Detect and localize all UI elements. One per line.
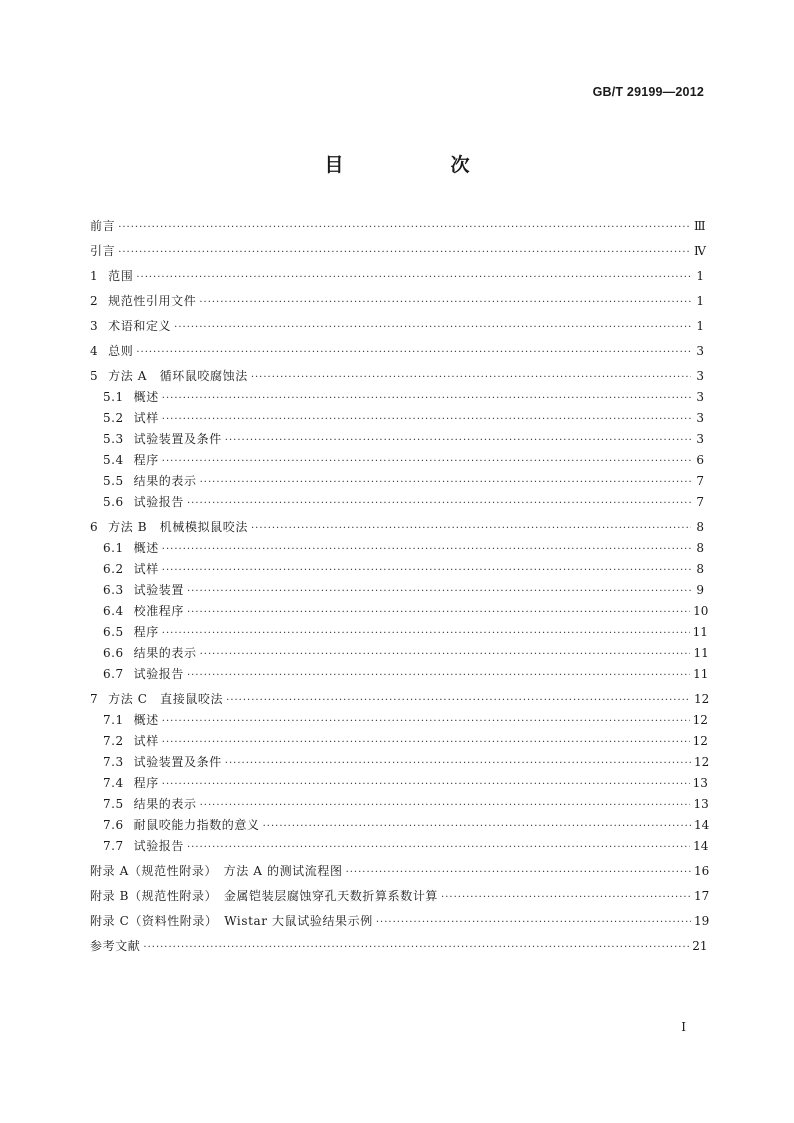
toc-entry-label: 试验报告 bbox=[133, 667, 184, 681]
toc-leader-dots bbox=[441, 887, 691, 908]
toc-entry[interactable] bbox=[90, 291, 704, 312]
toc-entry-label: 程序 bbox=[133, 776, 159, 790]
toc-entry-page: 1 bbox=[696, 269, 704, 283]
toc-entry-page: 11 bbox=[693, 646, 709, 660]
toc-leader-dots bbox=[251, 518, 691, 539]
toc-entry[interactable] bbox=[90, 241, 704, 262]
toc-entry[interactable] bbox=[90, 752, 710, 773]
toc-entry-label: 程序 bbox=[133, 453, 159, 467]
toc-entry-page: 12 bbox=[693, 755, 710, 769]
toc-entry-page: 12 bbox=[694, 692, 710, 706]
toc-entry-page: 3 bbox=[696, 432, 704, 446]
toc-entry[interactable] bbox=[90, 601, 709, 622]
toc-entry-page: 7 bbox=[696, 495, 704, 509]
toc-entry-number: 4 bbox=[90, 344, 99, 358]
toc-entry-label: 范围 bbox=[108, 269, 134, 283]
toc-leader-dots bbox=[162, 539, 691, 560]
toc-entry-label: 结果的表示 bbox=[133, 646, 197, 660]
toc-entry-page: 9 bbox=[696, 583, 704, 597]
toc-entry-page: 14 bbox=[693, 839, 709, 853]
toc-entry-page: 1 bbox=[696, 294, 704, 308]
toc-entry-number: 3 bbox=[90, 319, 99, 333]
toc-entry-label: 试验报告 bbox=[133, 839, 184, 853]
toc-entry-page: 14 bbox=[694, 818, 710, 832]
toc-entry-number: 5.6 bbox=[103, 495, 124, 509]
toc-entry[interactable] bbox=[90, 836, 709, 857]
toc-entry-label: 耐鼠咬能力指数的意义 bbox=[133, 818, 260, 832]
toc-entry-page: 11 bbox=[693, 667, 709, 681]
toc-leader-dots bbox=[162, 560, 691, 581]
toc-entry[interactable] bbox=[90, 710, 708, 731]
toc-entry-number: 6 bbox=[90, 520, 99, 534]
toc-entry-page: 8 bbox=[696, 520, 704, 534]
toc-entry-number: 7 bbox=[90, 692, 99, 706]
toc-entry[interactable] bbox=[90, 664, 709, 685]
toc-entry-number: 5.3 bbox=[103, 432, 124, 446]
toc-leader-dots bbox=[346, 862, 691, 883]
toc-entry-page: Ⅲ bbox=[694, 219, 706, 233]
toc-leader-dots bbox=[118, 242, 691, 263]
toc-leader-dots bbox=[162, 774, 690, 795]
toc-entry-label: 参考文献 bbox=[90, 939, 141, 953]
toc-entry[interactable] bbox=[90, 689, 710, 710]
toc-entry[interactable] bbox=[90, 316, 704, 337]
toc-entry-page: 3 bbox=[696, 369, 704, 383]
toc-entry-label: 校准程序 bbox=[133, 604, 184, 618]
toc-leader-dots bbox=[187, 665, 690, 686]
toc-leader-dots bbox=[187, 602, 690, 623]
toc-entry-page: 1 bbox=[696, 319, 704, 333]
toc-entry-number: 6.5 bbox=[103, 625, 124, 639]
toc-entry-number: 7.2 bbox=[103, 734, 124, 748]
toc-leader-dots bbox=[162, 409, 691, 430]
toc-leader-dots bbox=[162, 623, 690, 644]
toc-entry[interactable] bbox=[90, 622, 708, 643]
toc-entry[interactable] bbox=[90, 794, 709, 815]
toc-entry-number: 7.6 bbox=[103, 818, 124, 832]
toc-entry-page: 11 bbox=[692, 625, 708, 639]
toc-entry-number: 6.2 bbox=[103, 562, 124, 576]
toc-leader-dots bbox=[251, 367, 691, 388]
toc-entry-number: 6.1 bbox=[103, 541, 124, 555]
toc-entry[interactable] bbox=[90, 911, 710, 932]
toc-entry-label: 附录 A（规范性附录） 方法 A 的测试流程图 bbox=[90, 864, 343, 878]
toc-entry[interactable] bbox=[90, 861, 710, 882]
toc-entry-label: 结果的表示 bbox=[133, 797, 197, 811]
toc-entry-number: 6.3 bbox=[103, 583, 124, 597]
toc-entry[interactable] bbox=[90, 387, 704, 408]
toc-entry[interactable] bbox=[90, 559, 704, 580]
toc-entry-label: 附录 C（资料性附录） Wistar 大鼠试验结果示例 bbox=[90, 914, 373, 928]
toc-leader-dots bbox=[187, 581, 691, 602]
toc-entry-number: 7.3 bbox=[103, 755, 124, 769]
toc-leader-dots bbox=[162, 451, 691, 472]
toc-leader-dots bbox=[200, 795, 691, 816]
toc-entry-number: 7.1 bbox=[103, 713, 124, 727]
toc-entry[interactable] bbox=[90, 815, 710, 836]
toc-entry-label: 试样 bbox=[133, 562, 159, 576]
toc-entry-page: 3 bbox=[696, 411, 704, 425]
toc-entry[interactable] bbox=[90, 643, 709, 664]
toc-entry-page: 8 bbox=[696, 541, 704, 555]
toc-entry-number: 7.4 bbox=[103, 776, 124, 790]
toc-entry-label: 总则 bbox=[108, 344, 134, 358]
toc-entry-label: 试验装置及条件 bbox=[133, 432, 222, 446]
toc-entry[interactable] bbox=[90, 492, 704, 513]
toc-leader-dots bbox=[200, 644, 691, 665]
toc-leader-dots bbox=[143, 937, 689, 958]
toc-entry-number: 6.7 bbox=[103, 667, 124, 681]
toc-entry-label: 规范性引用文件 bbox=[108, 294, 197, 308]
toc-entry-number: 6.6 bbox=[103, 646, 124, 660]
toc-entry-label: 前言 bbox=[90, 219, 116, 233]
toc-entry-page: 13 bbox=[692, 776, 708, 790]
toc-entry-page: 6 bbox=[696, 453, 704, 467]
toc-entry[interactable] bbox=[90, 580, 704, 601]
toc-entry-page: 12 bbox=[692, 713, 708, 727]
toc-leader-dots bbox=[136, 342, 691, 363]
toc-entry-label: 附录 B（规范性附录） 金属铠装层腐蚀穿孔天数折算系数计算 bbox=[90, 889, 439, 903]
toc-leader-dots bbox=[162, 388, 691, 409]
toc-entry-page: 8 bbox=[696, 562, 704, 576]
table-of-contents bbox=[90, 216, 710, 957]
toc-entry-number: 7.7 bbox=[103, 839, 124, 853]
toc-entry-number: 5.4 bbox=[103, 453, 124, 467]
toc-entry-page: 16 bbox=[694, 864, 710, 878]
toc-entry-page: 3 bbox=[696, 390, 704, 404]
toc-entry-label: 概述 bbox=[133, 541, 159, 555]
toc-entry-page: 3 bbox=[696, 344, 704, 358]
toc-entry[interactable] bbox=[90, 341, 704, 362]
toc-entry-number: 6.4 bbox=[103, 604, 124, 618]
toc-entry-number: 5.1 bbox=[103, 390, 124, 404]
toc-entry[interactable] bbox=[90, 471, 704, 492]
toc-entry-page: 13 bbox=[693, 797, 709, 811]
toc-entry-label: 试样 bbox=[133, 734, 159, 748]
toc-leader-dots bbox=[118, 217, 691, 238]
toc-entry-page: Ⅳ bbox=[694, 244, 706, 258]
toc-leader-dots bbox=[136, 267, 691, 288]
toc-entry-number: 7.5 bbox=[103, 797, 124, 811]
toc-entry-label: 试验装置及条件 bbox=[133, 755, 222, 769]
toc-entry-number: 2 bbox=[90, 294, 99, 308]
toc-entry-page: 12 bbox=[692, 734, 708, 748]
toc-entry[interactable] bbox=[90, 538, 704, 559]
toc-entry[interactable] bbox=[90, 216, 704, 237]
toc-entry[interactable] bbox=[90, 450, 704, 471]
toc-entry[interactable] bbox=[90, 408, 704, 429]
toc-entry-page: 19 bbox=[694, 914, 710, 928]
toc-entry[interactable] bbox=[90, 429, 704, 450]
toc-leader-dots bbox=[225, 753, 691, 774]
toc-entry-label: 概述 bbox=[133, 713, 159, 727]
toc-entry-page: 21 bbox=[692, 939, 708, 953]
toc-entry-label: 试样 bbox=[133, 411, 159, 425]
toc-entry-label: 结果的表示 bbox=[133, 474, 197, 488]
toc-entry-number: 5.2 bbox=[103, 411, 124, 425]
toc-entry-label: 程序 bbox=[133, 625, 159, 639]
toc-entry[interactable] bbox=[90, 731, 708, 752]
toc-entry-label: 方法 B 机械模拟鼠咬法 bbox=[108, 520, 248, 534]
toc-entry[interactable] bbox=[90, 366, 704, 387]
toc-entry[interactable] bbox=[90, 266, 704, 287]
toc-leader-dots bbox=[225, 430, 691, 451]
toc-entry-number: 5.5 bbox=[103, 474, 124, 488]
toc-entry-page: 10 bbox=[693, 604, 709, 618]
toc-entry-label: 试验装置 bbox=[133, 583, 184, 597]
toc-entry-label: 术语和定义 bbox=[108, 319, 172, 333]
toc-leader-dots bbox=[200, 472, 691, 493]
toc-entry[interactable] bbox=[90, 886, 710, 907]
toc-leader-dots bbox=[187, 837, 690, 858]
toc-entry-label: 方法 A 循环鼠咬腐蚀法 bbox=[108, 369, 248, 383]
toc-entry-number: 5 bbox=[90, 369, 99, 383]
toc-leader-dots bbox=[263, 816, 691, 837]
toc-entry-page: 7 bbox=[696, 474, 704, 488]
toc-leader-dots bbox=[376, 912, 691, 933]
toc-entry[interactable] bbox=[90, 517, 704, 538]
toc-leader-dots bbox=[174, 317, 691, 338]
toc-entry-label: 方法 C 直接鼠咬法 bbox=[108, 692, 224, 706]
toc-leader-dots bbox=[199, 292, 691, 313]
page-number: Ⅰ bbox=[681, 1020, 686, 1034]
toc-entry[interactable] bbox=[90, 936, 708, 957]
toc-entry-label: 试验报告 bbox=[133, 495, 184, 509]
toc-leader-dots bbox=[162, 711, 690, 732]
toc-entry-label: 概述 bbox=[133, 390, 159, 404]
toc-entry-label: 引言 bbox=[90, 244, 116, 258]
toc-entry[interactable] bbox=[90, 773, 708, 794]
toc-leader-dots bbox=[187, 493, 691, 514]
toc-leader-dots bbox=[162, 732, 690, 753]
page-title: 目 次 bbox=[324, 154, 514, 176]
toc-entry-page: 17 bbox=[694, 889, 710, 903]
toc-entry-number: 1 bbox=[90, 269, 99, 283]
standard-code: GB/T 29199—2012 bbox=[592, 85, 704, 99]
toc-leader-dots bbox=[226, 690, 691, 711]
